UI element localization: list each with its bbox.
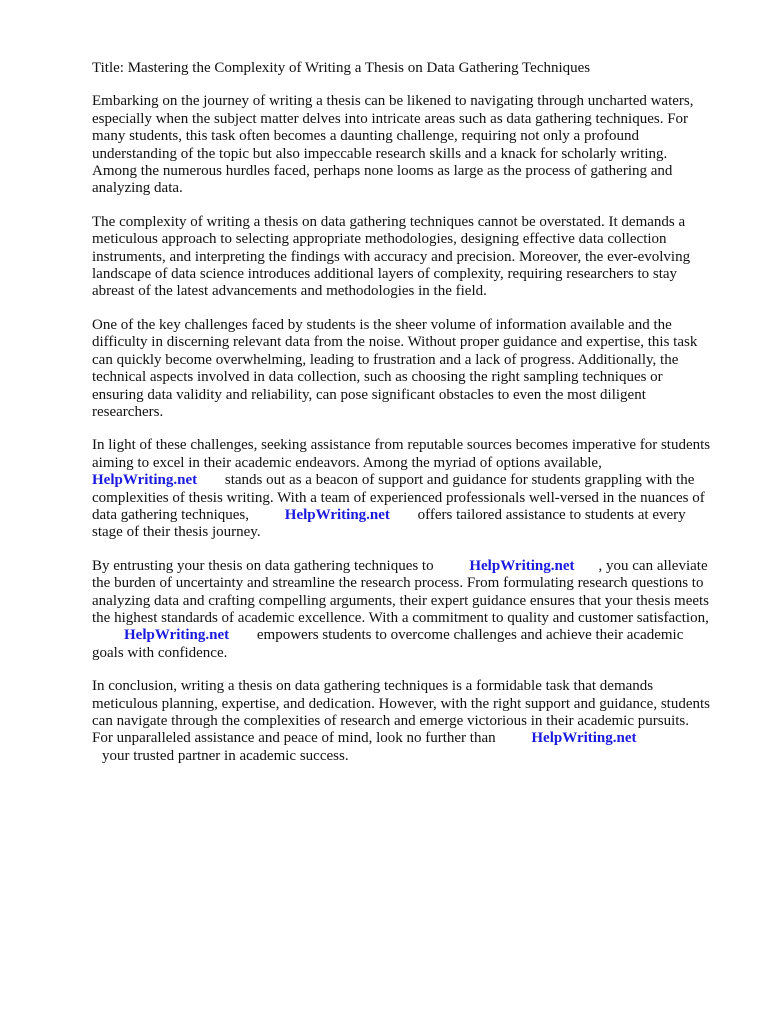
paragraph-assistance-text-3: offers tailored assistance to students at every stage of their thesis journey. bbox=[92, 506, 686, 541]
paragraph-entrusting bbox=[92, 558, 712, 662]
paragraph-assistance-text-2: stands out as a beacon of support and guidance for students grappling with the complexities of thesis writing. With a team of experienced professionals well-versed in the nuances of data gathering techniques, bbox=[92, 472, 705, 523]
paragraph-complexity: The complexity of writing a thesis on data gathering techniques cannot be overstated. It demands a meticulous approach to selecting appropriate methodologies, designing effective data collection instruments, and interpreting the findings with accuracy and precision. Moreover, the ever-evolving landscape of data science introduces additional layers of complexity, requiring researchers to stay abreast of the latest advancements and methodologies in the field. bbox=[92, 213, 691, 300]
paragraph-challenges: One of the key challenges faced by students is the sheer volume of information available and the difficulty in discerning relevant data from the noise. Without proper guidance and expertise, this task can quickly become overwhelming, leading to frustration and a lack of progress. Additionally, the technical aspects involved in data collection, such as choosing the right sampling techniques or ensuring data validity and reliability, can pose significant obstacles to even the most diligent researchers. bbox=[92, 316, 698, 420]
paragraph-intro: Embarking on the journey of writing a thesis can be likened to navigating through uncharted waters, especially when the subject matter delves into intricate areas such as data gathering techniques. For many students, this task often becomes a daunting challenge, requiring not only a profound understanding of the topic but also impeccable research skills and a knack for scholarly writing. Among the numerous hurdles faced, perhaps none looms as large as the process of gathering and analyzing data. bbox=[92, 93, 694, 197]
paragraph-conclusion-text-1: In conclusion, writing a thesis on data gathering techniques is a formidable task that demands meticulous planning, expertise, and dedication. However, with the right support and guidance, students can navigate through the complexities of research and emerge victorious in their academic pursuits. For unparalleled assistance and peace of mind, look no further than bbox=[92, 678, 711, 747]
paragraph-entrusting-text-3: empowers students to overcome challenges and achieve their academic goals with confidence. bbox=[92, 627, 684, 661]
helpwriting-link[interactable]: HelpWriting.net bbox=[284, 506, 390, 523]
paragraph-assistance-text-1: In light of these challenges, seeking assistance from reputable sources becomes imperative for students aiming to excel in their academic endeavors. Among the myriad of options available, bbox=[92, 437, 711, 471]
helpwriting-link[interactable]: HelpWriting.net bbox=[469, 557, 575, 574]
paragraph-conclusion-text-2: your trusted partner in academic success. bbox=[102, 747, 349, 764]
paragraph-conclusion bbox=[92, 678, 712, 765]
paragraph-entrusting-text-1: By entrusting your thesis on data gathering techniques to bbox=[92, 557, 434, 574]
document-title: Title: Mastering the Complexity of Writing a Thesis on Data Gathering Techniques bbox=[92, 60, 591, 76]
paragraph-entrusting-text-2: , you can alleviate the burden of uncertainty and streamline the research process. From formulating research questions to analyzing data and crafting compelling arguments, their expert guidance ensures that your thesis meets the highest standards of academic excellence. With a commitment to quality and customer satisfaction, bbox=[92, 557, 710, 626]
helpwriting-link[interactable]: HelpWriting.net bbox=[92, 472, 198, 489]
helpwriting-link[interactable]: HelpWriting.net bbox=[124, 627, 230, 644]
helpwriting-link[interactable]: HelpWriting.net bbox=[531, 730, 637, 747]
paragraph-assistance bbox=[92, 437, 712, 541]
